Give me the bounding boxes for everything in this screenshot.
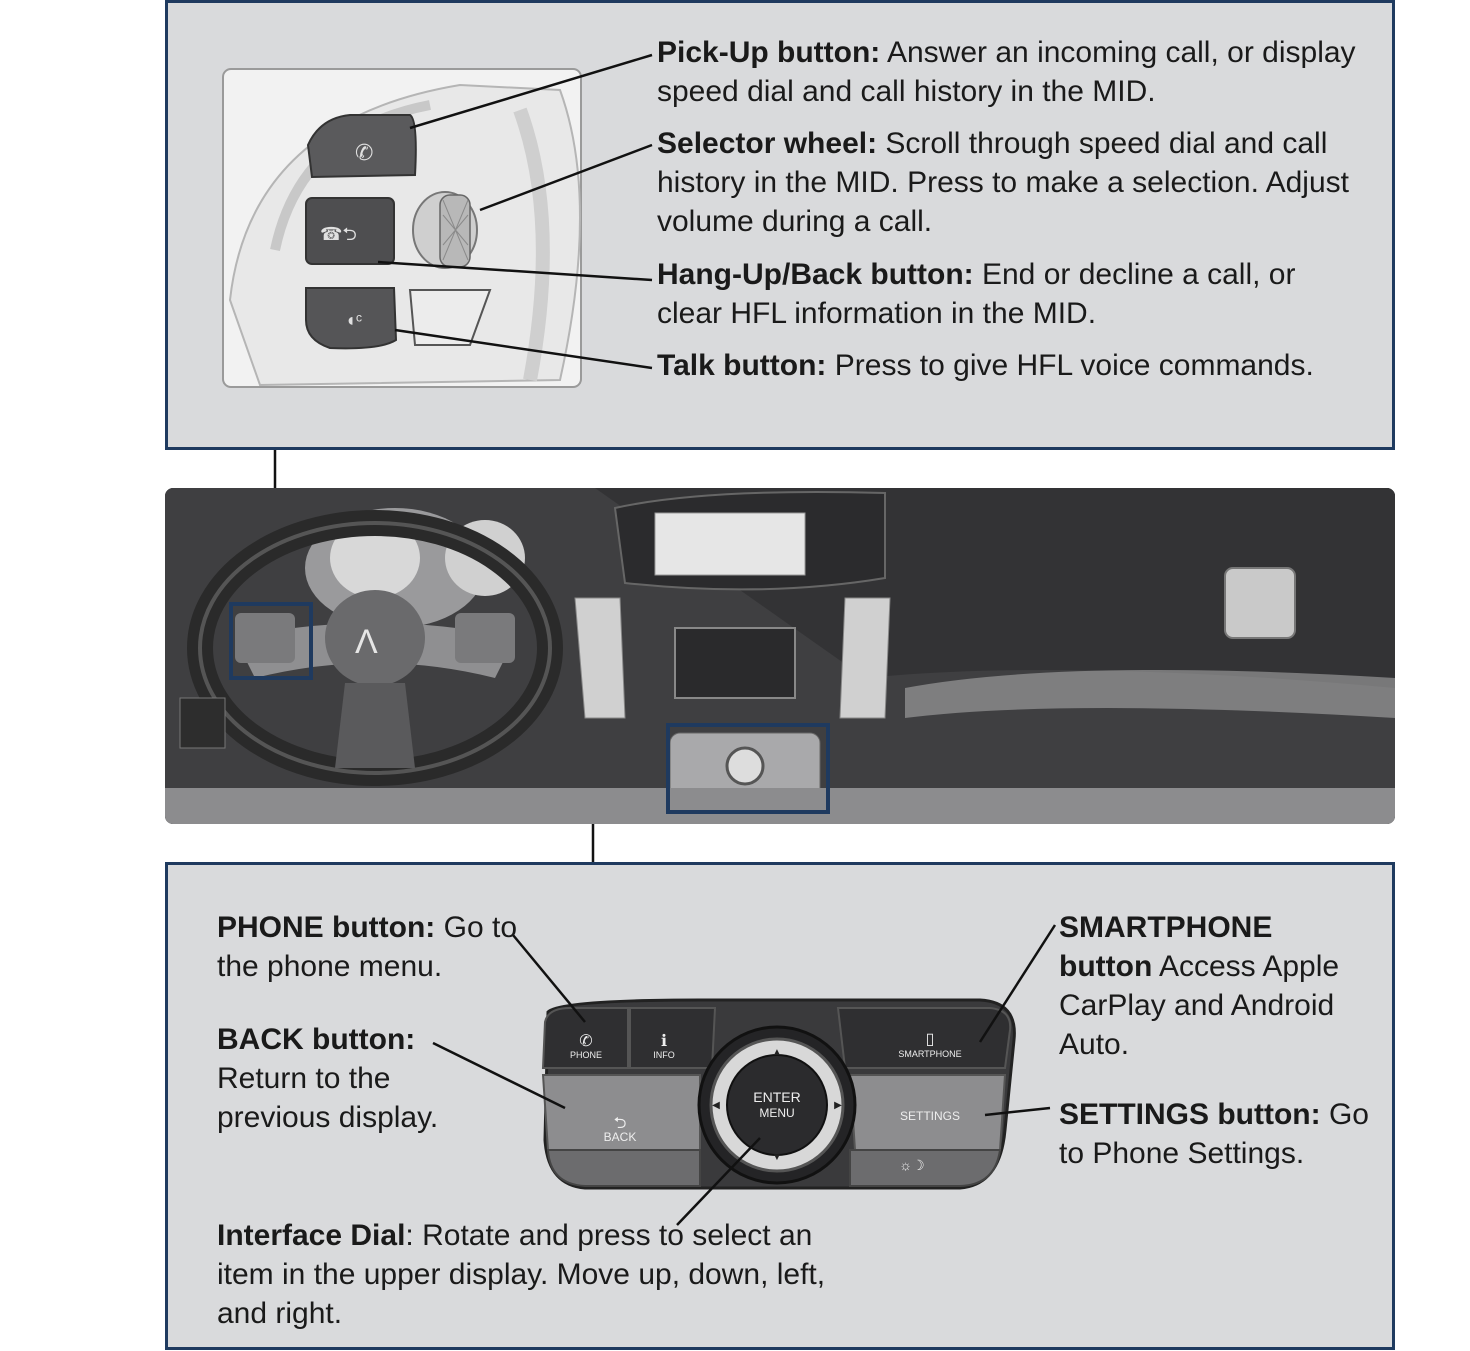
pickup-text: Answer an incoming call, or display speed dial and call history in the MID.	[657, 36, 1356, 108]
dial-text: : Rotate and press to select an item in the upper display. Move up, down, left, and right.	[217, 1219, 826, 1330]
settings-title: SETTINGS button:	[1059, 1098, 1321, 1131]
hangup-title: Hang-Up/Back button:	[657, 258, 974, 291]
svg-text:▶: ▶	[834, 1100, 842, 1111]
talk-text: Press to give HFL voice commands.	[826, 349, 1314, 382]
smartphone-callout	[1059, 908, 1369, 1064]
smartphone-text: Access Apple CarPlay and Android Auto.	[1059, 950, 1340, 1061]
console-info-label: INFO	[653, 1050, 675, 1060]
back-title: BACK button:	[217, 1023, 416, 1056]
hangup-text: End or decline a call, or clear HFL information in the MID.	[657, 258, 1296, 330]
info-icon: ℹ	[660, 1033, 668, 1050]
svg-text:◀: ◀	[712, 1100, 720, 1111]
selector-text: Scroll through speed dial and call history in the MID. Press to make a selection. Adjust volume during a call.	[657, 127, 1349, 238]
dial-callout	[217, 1216, 867, 1333]
phone-text: Go to the phone menu.	[217, 911, 518, 983]
console-phone-label: PHONE	[569, 1050, 603, 1060]
console-back-label: BACK	[603, 1130, 637, 1144]
pickup-icon: ✆	[355, 140, 374, 165]
console-settings-label: SETTINGS	[899, 1109, 961, 1123]
smartphone-title: SMARTPHONE button	[1059, 911, 1273, 983]
phone-callout	[217, 908, 527, 986]
back-arrow-icon: ⮌	[613, 1115, 627, 1132]
svg-text:▼: ▼	[772, 1152, 782, 1163]
phone-icon: ✆	[579, 1033, 593, 1050]
back-callout	[217, 1020, 447, 1137]
phone-title: PHONE button:	[217, 911, 436, 944]
pickup-title: Pick-Up button:	[657, 36, 881, 69]
console-menu-label: MENU	[759, 1106, 795, 1120]
console-smartphone-label: SMARTPHONE	[898, 1049, 962, 1059]
svg-text:▲: ▲	[772, 1047, 782, 1058]
settings-callout	[1059, 1095, 1389, 1173]
acura-logo-icon: Λ	[355, 623, 378, 661]
brightness-icon: ☼☽	[899, 1157, 925, 1173]
smartphone-icon: ▯	[925, 1031, 935, 1048]
console-enter-label: ENTER	[753, 1089, 801, 1105]
talk-title: Talk button:	[657, 349, 827, 382]
interface-dial-knob	[727, 1055, 827, 1155]
hangup-back-icon: ☎⮌	[320, 224, 357, 244]
selector-title: Selector wheel:	[657, 127, 878, 160]
talk-icon: ◖ᶜ	[345, 310, 363, 330]
back-text: Return to the previous display.	[217, 1062, 439, 1134]
smartphone-button-shape	[838, 1008, 1010, 1068]
settings-text: Go to Phone Settings.	[1059, 1098, 1369, 1170]
dial-title: Interface Dial	[217, 1219, 406, 1252]
